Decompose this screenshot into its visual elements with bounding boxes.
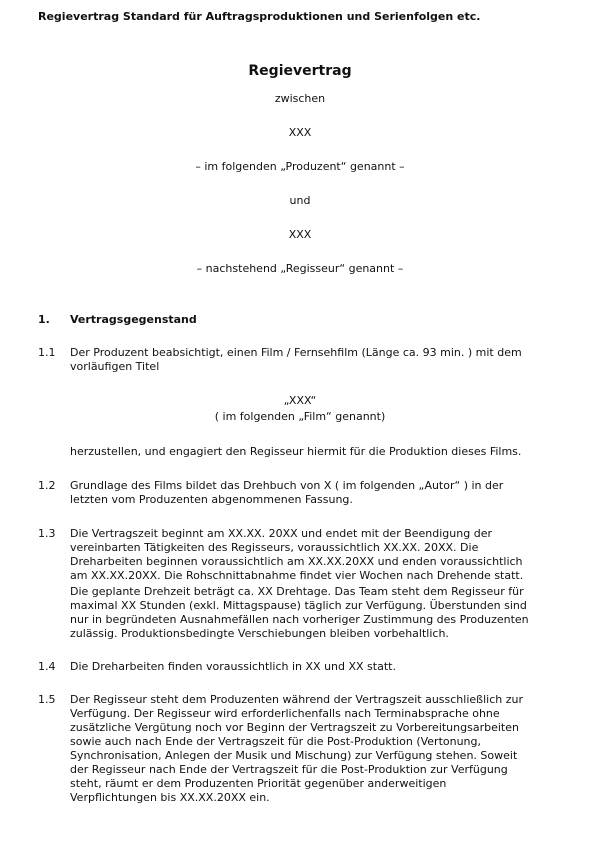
- clause-line: der Regisseur nach Ende der Vertragszeit für die Post-Produktion zur Verfügung: [70, 763, 508, 776]
- clause-number: 1.3: [38, 527, 56, 540]
- section-number: 1.: [38, 313, 50, 326]
- producer-name: XXX: [288, 126, 312, 139]
- clause-number: 1.5: [38, 693, 56, 706]
- clause-line: steht, räumt er dem Produzenten Priorität gegenüber anderweitigen: [70, 777, 447, 790]
- clause-text: [70, 527, 570, 583]
- clause-line: am XX.XX.20XX. Die Rohschnittabnahme findet vier Wochen nach Drehende statt.: [70, 569, 524, 582]
- clause-line: maximal XX Stunden (exkl. Mittagspause) täglich zur Verfügung. Überstunden sind: [70, 599, 527, 612]
- clause-number: 1.2: [38, 479, 56, 492]
- clause-line: Verpflichtungen bis XX.XX.20XX ein.: [70, 791, 270, 804]
- film-note: ( im folgenden „Film“ genannt): [214, 410, 386, 423]
- director-note: – nachstehend „Regisseur“ genannt –: [196, 262, 404, 275]
- clause-line: Dreharbeiten beginnen voraussichtlich am XX.XX.20XX und enden voraussichtlich: [70, 555, 523, 568]
- parties-between: zwischen: [274, 92, 326, 105]
- clause-line: Grundlage des Films bildet das Drehbuch von X ( im folgenden „Autor“ ) in der: [70, 479, 504, 492]
- clause-number: 1.1: [38, 346, 56, 359]
- clause-line: zulässig. Produktionsbedingte Verschiebungen bleiben vorbehaltlich.: [70, 627, 449, 640]
- clause-line: Der Produzent beabsichtigt, einen Film / Fernsehfilm (Länge ca. 93 min. ) mit dem: [70, 346, 522, 359]
- director-name: XXX: [288, 228, 312, 241]
- clause-number: 1.4: [38, 660, 56, 673]
- film-title: „XXX“: [283, 394, 317, 407]
- clause-line: letzten vom Produzenten abgenommenen Fassung.: [70, 493, 353, 506]
- clause-line: Synchronisation, Anlegen der Musik und Mischung) zur Verfügung stehen. Soweit: [70, 749, 518, 762]
- clause-text: [70, 346, 570, 374]
- clause-line: nur in begründeten Ausnahmefällen nach vorheriger Zustimmung des Produzenten: [70, 613, 529, 626]
- clause-text: herzustellen, und engagiert den Regisseur hiermit für die Produktion dieses Films.: [70, 445, 522, 458]
- clause-text: [70, 693, 570, 805]
- clause-line: zusätzliche Vergütung noch vor Beginn der Vertragszeit zu Vorbereitungsarbeiten: [70, 721, 519, 734]
- document-header: Regievertrag Standard für Auftragsproduktionen und Serienfolgen etc.: [38, 10, 481, 23]
- clause-text: [70, 585, 570, 641]
- clause-line: vorläufigen Titel: [70, 360, 160, 373]
- clause-line: Verfügung. Der Regisseur wird erforderlichenfalls nach Terminabsprache ohne: [70, 707, 500, 720]
- producer-note: – im folgenden „Produzent“ genannt –: [195, 160, 405, 173]
- clause-text: Die Dreharbeiten finden voraussichtlich in XX und XX statt.: [70, 660, 396, 673]
- clause-line: Die geplante Drehzeit beträgt ca. XX Drehtage. Das Team steht dem Regisseur für: [70, 585, 524, 598]
- clause-line: Der Regisseur steht dem Produzenten während der Vertragszeit ausschließlich zur: [70, 693, 523, 706]
- clause-line: vereinbarten Tätigkeiten des Regisseurs, voraussichtlich XX.XX. 20XX. Die: [70, 541, 479, 554]
- clause-line: Die Vertragszeit beginnt am XX.XX. 20XX und endet mit der Beendigung der: [70, 527, 492, 540]
- clause-line: sowie auch nach Ende der Vertragszeit für die Post-Produktion (Vertonung,: [70, 735, 482, 748]
- section-title: Vertragsgegenstand: [70, 313, 197, 326]
- clause-text: [70, 479, 570, 507]
- document-title: Regievertrag: [248, 63, 352, 79]
- parties-and: und: [289, 194, 311, 207]
